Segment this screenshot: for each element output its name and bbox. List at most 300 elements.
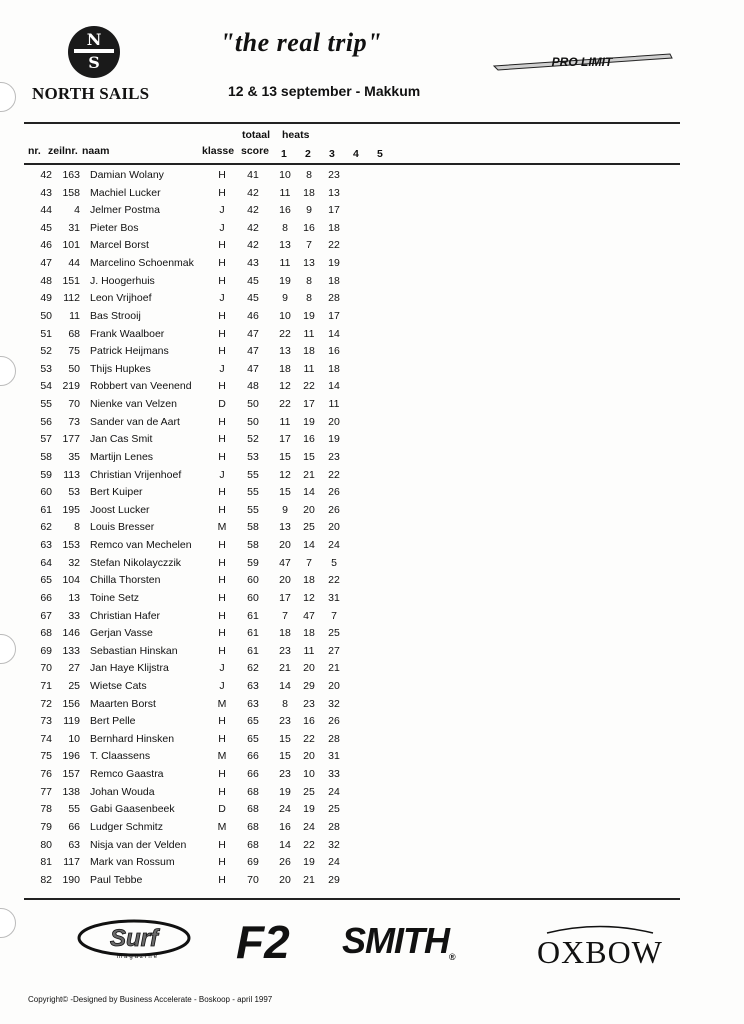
rank: 51: [40, 327, 52, 340]
rank: 74: [40, 732, 52, 745]
heat-2-score: 8: [306, 169, 312, 181]
total-score: 42: [247, 204, 259, 217]
heat-1-score: 17: [279, 433, 291, 446]
sailor-name: Jan Cas Smit: [90, 433, 153, 446]
class: H: [218, 450, 226, 463]
table-row: [0, 398, 744, 416]
header-heat-1: 1: [281, 148, 287, 160]
heat-2-score: 23: [303, 697, 315, 710]
rank: 65: [40, 574, 52, 587]
sailor-name: Nisja van der Velden: [90, 838, 187, 851]
sailor-name: Machiel Lucker: [90, 186, 161, 199]
heat-2-score: 11: [303, 644, 315, 657]
copyright-notice: Copyright© -Designed by Business Accelerate - Boskoop - april 1997: [28, 995, 273, 1004]
heat-1-score: 9: [282, 503, 288, 516]
table-row: [0, 733, 744, 751]
heat-2-score: 29: [303, 679, 315, 692]
table-row: [0, 662, 744, 680]
heat-3-score: 24: [328, 539, 340, 552]
class: H: [218, 644, 226, 657]
table-row: [0, 698, 744, 716]
heat-1-score: 23: [279, 644, 291, 657]
heat-3-score: 18: [328, 221, 340, 234]
table-row: [0, 451, 744, 469]
pro-limit-logo: [490, 50, 676, 72]
sail-number: 156: [62, 697, 80, 710]
class: H: [218, 574, 226, 587]
table-row: [0, 504, 744, 522]
sail-number: 68: [68, 327, 80, 340]
heat-1-score: 23: [279, 715, 291, 728]
class: H: [218, 327, 226, 340]
heat-3-score: 28: [328, 292, 340, 305]
table-row: [0, 821, 744, 839]
class: J: [219, 679, 225, 692]
sailor-name: Christian Vrijenhoef: [90, 468, 182, 481]
rank: 43: [40, 186, 52, 199]
total-score: 45: [247, 274, 259, 287]
heat-3-score: 24: [328, 785, 340, 798]
sail-number: 11: [69, 309, 80, 322]
sail-number: 70: [68, 398, 80, 411]
total-score: 65: [247, 715, 259, 728]
heat-2-score: 22: [303, 732, 315, 745]
heat-3-score: 18: [328, 274, 340, 287]
heat-2-score: 19: [303, 856, 315, 869]
sailor-name: Mark van Rossum: [90, 856, 175, 869]
sailor-name: J. Hoogerhuis: [90, 274, 155, 287]
total-score: 52: [247, 433, 259, 446]
heat-2-score: 16: [303, 221, 315, 234]
rank: 55: [40, 398, 52, 411]
total-score: 42: [247, 186, 259, 199]
sailor-name: Paul Tebbe: [90, 873, 143, 886]
class: J: [219, 292, 225, 305]
smith-logo: [342, 920, 455, 962]
registered-mark: ®: [449, 952, 455, 962]
sailor-name: Maarten Borst: [90, 697, 156, 710]
heat-2-score: 18: [303, 345, 315, 358]
total-score: 68: [247, 803, 259, 816]
class: H: [218, 239, 226, 252]
sail-number: 133: [62, 644, 80, 657]
heat-1-score: 23: [279, 768, 291, 781]
heat-2-score: 15: [303, 450, 315, 463]
total-score: 50: [247, 398, 259, 411]
heat-3-score: 17: [328, 204, 340, 217]
heat-3-score: 21: [328, 662, 340, 675]
heat-3-score: 27: [328, 644, 340, 657]
heat-3-score: 18: [328, 362, 340, 375]
total-score: 61: [247, 627, 259, 640]
heat-2-score: 13: [303, 257, 315, 270]
punch-hole: [0, 908, 16, 938]
heat-2-score: 22: [303, 838, 315, 851]
total-score: 60: [247, 591, 259, 604]
class: H: [218, 785, 226, 798]
sailor-name: Nienke van Velzen: [90, 398, 177, 411]
class: J: [219, 662, 225, 675]
sailor-name: Christian Hafer: [90, 609, 161, 622]
header-naam: naam: [82, 145, 110, 157]
sail-number: 195: [62, 503, 80, 516]
f2-logo-text: F2: [236, 916, 290, 964]
sail-number: 119: [63, 715, 80, 728]
sail-number: 10: [68, 732, 80, 745]
sailor-name: Frank Waalboer: [90, 327, 165, 340]
table-row: [0, 839, 744, 857]
table-row: [0, 222, 744, 240]
heat-3-score: 13: [328, 186, 340, 199]
heat-3-score: 19: [328, 257, 340, 270]
heat-1-score: 15: [279, 750, 291, 763]
rank: 66: [40, 591, 52, 604]
class: H: [218, 415, 226, 428]
heat-1-score: 9: [282, 292, 288, 305]
event-subtitle: 12 & 13 september - Makkum: [228, 83, 421, 99]
total-score: 69: [247, 856, 259, 869]
sail-number: 113: [63, 468, 80, 481]
sail-number: 101: [62, 239, 80, 252]
class: H: [218, 503, 226, 516]
rank: 49: [40, 292, 52, 305]
rank: 44: [40, 204, 52, 217]
total-score: 66: [247, 750, 259, 763]
heat-3-score: 5: [331, 556, 337, 569]
header-score: score: [241, 145, 270, 157]
total-score: 47: [247, 345, 259, 358]
class: H: [218, 380, 226, 393]
sail-number: 75: [68, 345, 80, 358]
heat-2-score: 19: [303, 803, 315, 816]
surf-magazine-logo: [76, 918, 192, 960]
sailor-name: Bas Strooij: [90, 309, 141, 322]
heat-2-score: 24: [303, 820, 315, 833]
heat-2-score: 9: [306, 204, 312, 217]
class: J: [219, 204, 225, 217]
heat-1-score: 47: [279, 556, 291, 569]
table-row: [0, 803, 744, 821]
rank: 79: [40, 820, 52, 833]
total-score: 65: [247, 732, 259, 745]
heat-1-score: 11: [279, 415, 291, 428]
punch-hole: [0, 82, 16, 112]
rank: 67: [40, 609, 52, 622]
table-row: [0, 592, 744, 610]
sail-number: 25: [68, 679, 80, 692]
total-score: 42: [247, 239, 259, 252]
table-row: [0, 645, 744, 663]
sailor-name: Robbert van Veenend: [90, 380, 192, 393]
sailor-name: Sander van de Aart: [90, 415, 180, 428]
sail-number: 177: [62, 433, 80, 446]
heat-1-score: 15: [279, 450, 291, 463]
rank: 81: [40, 856, 52, 869]
heat-1-score: 13: [279, 521, 291, 534]
heat-2-score: 17: [303, 398, 315, 411]
heat-1-score: 20: [279, 539, 291, 552]
sailor-name: Joost Lucker: [90, 503, 150, 516]
total-score: 66: [247, 768, 259, 781]
rank: 73: [40, 715, 52, 728]
table-row: [0, 380, 744, 398]
heat-2-score: 18: [303, 574, 315, 587]
total-score: 63: [247, 697, 259, 710]
heat-3-score: 20: [328, 521, 340, 534]
rank: 48: [40, 274, 52, 287]
bottom-rule: [24, 898, 680, 900]
sailor-name: Wietse Cats: [90, 679, 147, 692]
heat-2-score: 14: [303, 539, 315, 552]
table-row: [0, 204, 744, 222]
class: H: [218, 539, 226, 552]
heat-1-score: 13: [279, 345, 291, 358]
sail-number: 163: [62, 169, 80, 181]
sailor-name: T. Claassens: [90, 750, 151, 763]
table-row: [0, 539, 744, 557]
rank: 64: [40, 556, 52, 569]
sailor-name: Ludger Schmitz: [90, 820, 163, 833]
oxbow-logo-text: OXBOW: [537, 934, 663, 970]
sail-number: 55: [68, 803, 80, 816]
header-heat-2: 2: [305, 148, 311, 160]
sailor-name: Pieter Bos: [90, 221, 139, 234]
heat-1-score: 8: [282, 221, 288, 234]
heat-3-score: 24: [328, 856, 340, 869]
header-heat-5: 5: [377, 148, 383, 160]
heat-1-score: 15: [279, 732, 291, 745]
sail-number: 157: [62, 768, 80, 781]
sail-number: 66: [68, 820, 80, 833]
heat-1-score: 26: [279, 856, 291, 869]
heat-1-score: 7: [282, 609, 288, 622]
rank: 63: [40, 539, 52, 552]
heat-2-score: 25: [303, 521, 315, 534]
sailor-name: Johan Wouda: [90, 785, 155, 798]
rank: 62: [40, 521, 52, 534]
sail-number: 73: [68, 415, 80, 428]
table-row: [0, 416, 744, 434]
heat-1-score: 21: [279, 662, 291, 675]
heat-1-score: 12: [279, 468, 291, 481]
heat-3-score: 31: [328, 750, 340, 763]
total-score: 62: [247, 662, 259, 675]
heat-3-score: 25: [328, 803, 340, 816]
logo-letter-n: N: [86, 30, 102, 49]
logo-letter-s: S: [88, 53, 100, 72]
sailor-name: Sebastian Hinskan: [90, 644, 178, 657]
heat-3-score: 28: [328, 820, 340, 833]
heat-2-score: 16: [303, 715, 315, 728]
heat-1-score: 20: [279, 574, 291, 587]
table-row: [0, 557, 744, 575]
sail-number: 219: [62, 380, 80, 393]
sailor-name: Leon Vrijhoef: [90, 292, 152, 305]
heat-3-score: 20: [328, 679, 340, 692]
sailor-name: Marcel Borst: [90, 239, 149, 252]
top-rule: [24, 122, 680, 124]
table-row: [0, 768, 744, 786]
sailor-name: Gerjan Vasse: [90, 627, 153, 640]
header-heat-3: 3: [329, 148, 335, 160]
sailor-name: Patrick Heijmans: [90, 345, 169, 358]
total-score: 43: [247, 257, 259, 270]
heat-3-score: 25: [328, 627, 340, 640]
table-row: [0, 856, 744, 874]
heat-2-score: 12: [303, 591, 315, 604]
heat-2-score: 22: [303, 380, 315, 393]
heat-1-score: 8: [282, 697, 288, 710]
sail-number: 158: [62, 186, 80, 199]
rank: 77: [40, 785, 52, 798]
smith-logo-text: SMITH: [342, 920, 449, 961]
heat-2-score: 14: [303, 486, 315, 499]
table-row: [0, 786, 744, 804]
sail-number: 151: [62, 274, 80, 287]
oxbow-arc: [545, 924, 655, 934]
total-score: 53: [247, 450, 259, 463]
total-score: 46: [247, 309, 259, 322]
heat-1-score: 15: [279, 486, 291, 499]
heat-3-score: 19: [328, 433, 340, 446]
rank: 76: [40, 768, 52, 781]
table-row: [0, 363, 744, 381]
rank: 47: [40, 257, 52, 270]
heat-2-score: 18: [303, 627, 315, 640]
header-zeilnr: zeilnr.: [48, 145, 78, 157]
rank: 45: [40, 221, 52, 234]
sail-number: 32: [68, 556, 80, 569]
rank: 50: [40, 309, 52, 322]
heat-2-score: 47: [303, 609, 315, 622]
heat-3-score: 22: [328, 574, 340, 587]
rank: 61: [40, 503, 52, 516]
class: H: [218, 274, 226, 287]
class: H: [218, 345, 226, 358]
sailor-name: Jelmer Postma: [90, 204, 161, 217]
sail-number: 112: [63, 292, 80, 305]
sail-number: 13: [68, 591, 80, 604]
sailor-name: Chilla Thorsten: [90, 574, 161, 587]
sail-number: 33: [68, 609, 80, 622]
total-score: 60: [247, 574, 259, 587]
total-score: 48: [247, 380, 259, 393]
sail-number: 50: [68, 362, 80, 375]
heat-2-score: 11: [303, 362, 315, 375]
sail-number: 4: [74, 204, 80, 217]
sail-number: 27: [68, 662, 80, 675]
heat-3-score: 22: [328, 468, 340, 481]
class: H: [218, 609, 226, 622]
total-score: 58: [247, 539, 259, 552]
table-row: [0, 328, 744, 346]
heat-3-score: 29: [328, 873, 340, 886]
class: H: [218, 732, 226, 745]
heat-3-score: 17: [328, 309, 340, 322]
class: H: [218, 768, 226, 781]
class: H: [218, 486, 226, 499]
heat-2-score: 8: [306, 274, 312, 287]
total-score: 63: [247, 679, 259, 692]
rank: 58: [40, 450, 52, 463]
class: H: [218, 873, 226, 886]
heat-2-score: 7: [306, 239, 312, 252]
total-score: 68: [247, 820, 259, 833]
total-score: 42: [247, 221, 259, 234]
sailor-name: Stefan Nikolayczzik: [90, 556, 182, 569]
class: M: [217, 521, 227, 534]
rank: 72: [40, 697, 52, 710]
surf-logo-text: Surf: [110, 925, 158, 952]
table-row: [0, 345, 744, 363]
heat-2-score: 8: [306, 292, 312, 305]
heat-2-score: 25: [303, 785, 315, 798]
heat-3-score: 14: [328, 380, 340, 393]
heat-1-score: 18: [279, 362, 291, 375]
total-score: 68: [247, 838, 259, 851]
heat-3-score: 23: [328, 450, 340, 463]
rank: 71: [40, 679, 52, 692]
sailor-name: Remco Gaastra: [90, 768, 164, 781]
rank: 80: [40, 838, 52, 851]
heat-3-score: 16: [328, 345, 340, 358]
rank: 53: [40, 362, 52, 375]
total-score: 50: [247, 415, 259, 428]
rank: 52: [40, 345, 52, 358]
rank: 42: [40, 169, 52, 181]
table-row: [0, 433, 744, 451]
table-row: [0, 610, 744, 628]
class: M: [217, 697, 227, 710]
table-row: [0, 874, 744, 892]
pro-limit-logo-text: PRO LIMIT: [551, 55, 613, 69]
heat-2-score: 10: [303, 768, 315, 781]
heat-1-score: 11: [279, 257, 291, 270]
table-row: [0, 680, 744, 698]
class: H: [218, 257, 226, 270]
class: M: [217, 820, 227, 833]
f2-logo: [234, 914, 296, 964]
heat-1-score: 14: [279, 838, 291, 851]
total-score: 47: [247, 362, 259, 375]
heat-2-score: 7: [306, 556, 312, 569]
heat-1-score: 19: [279, 785, 291, 798]
class: H: [218, 186, 226, 199]
sail-number: 44: [68, 257, 80, 270]
heat-2-score: 20: [303, 662, 315, 675]
heat-3-score: 33: [328, 768, 340, 781]
table-row: [0, 257, 744, 275]
rank: 57: [40, 433, 52, 446]
brand-name: NORTH SAILS: [32, 84, 150, 103]
sail-number: 146: [62, 627, 80, 640]
class: H: [218, 169, 226, 181]
heat-3-score: 32: [328, 697, 340, 710]
sailor-name: Marcelino Schoenmak: [90, 257, 194, 270]
heat-2-score: 19: [303, 415, 315, 428]
table-row: [0, 715, 744, 733]
heat-1-score: 10: [279, 169, 291, 181]
class: J: [219, 468, 225, 481]
rank: 59: [40, 468, 52, 481]
class: J: [219, 362, 225, 375]
class: H: [218, 309, 226, 322]
heat-1-score: 19: [279, 274, 291, 287]
class: H: [218, 433, 226, 446]
class: H: [218, 556, 226, 569]
heat-3-score: 26: [328, 486, 340, 499]
sail-number: 35: [68, 450, 80, 463]
